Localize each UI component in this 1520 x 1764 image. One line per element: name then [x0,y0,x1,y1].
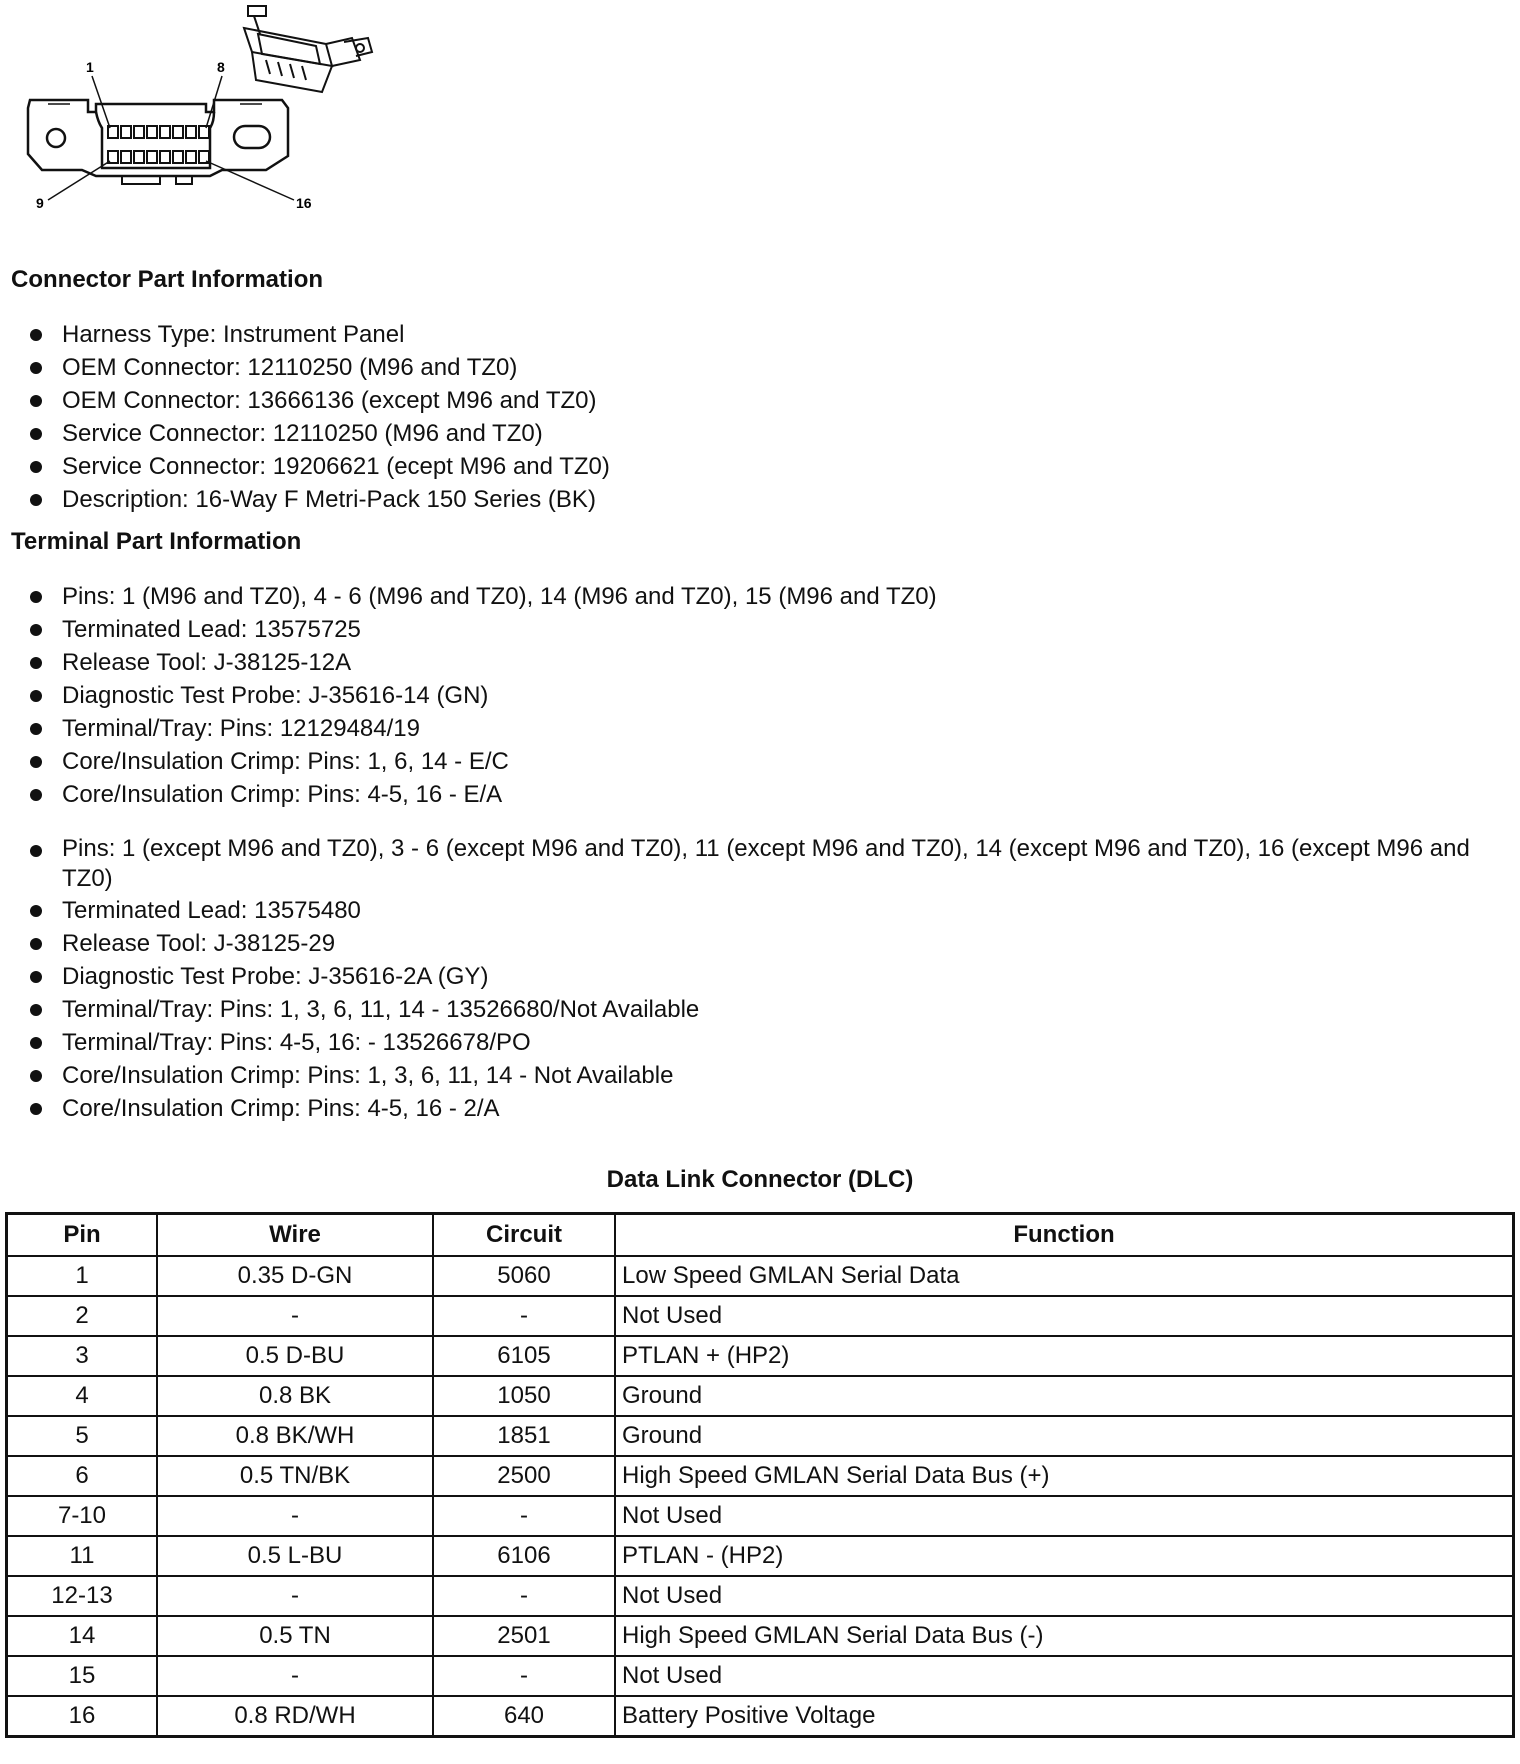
cell-function: High Speed GMLAN Serial Data Bus (-) [615,1616,1514,1656]
list-item: Release Tool: J-38125-12A [28,646,1498,679]
cell-wire: 0.8 BK [157,1376,433,1416]
cell-pin: 16 [7,1696,158,1737]
pin-row-bottom [108,151,209,163]
connector-part-info-list [28,318,1498,516]
header-circuit: Circuit [433,1214,615,1257]
cell-pin: 6 [7,1456,158,1496]
cell-circuit: 5060 [433,1256,615,1296]
cell-function: Not Used [615,1296,1514,1336]
cell-pin: 14 [7,1616,158,1656]
cell-pin: 12-13 [7,1576,158,1616]
table-row [7,1256,1514,1296]
cell-circuit: 2501 [433,1616,615,1656]
list-item: Terminated Lead: 13575480 [28,894,1498,927]
cell-pin: 11 [7,1536,158,1576]
list-item: Core/Insulation Crimp: Pins: 4-5, 16 - E/A [28,778,1498,811]
terminal-part-info-title: Terminal Part Information [11,528,302,555]
cell-function: PTLAN - (HP2) [615,1536,1514,1576]
cell-wire: 0.8 RD/WH [157,1696,433,1737]
cell-wire: - [157,1496,433,1536]
list-item: Service Connector: 19206621 (ecept M96 and TZ0) [28,450,1498,483]
list-item: Description: 16-Way F Metri-Pack 150 Series (BK) [28,483,1498,516]
cell-circuit: 1050 [433,1376,615,1416]
header-pin: Pin [7,1214,158,1257]
connector-part-info-title: Connector Part Information [11,266,324,293]
cell-pin: 5 [7,1416,158,1456]
cell-circuit: - [433,1296,615,1336]
list-item: Terminal/Tray: Pins: 4-5, 16: - 13526678/PO [28,1026,1498,1059]
table-header-row [7,1214,1514,1257]
list-item: OEM Connector: 13666136 (except M96 and TZ0) [28,384,1498,417]
list-item: Harness Type: Instrument Panel [28,318,1498,351]
pin-label-8: 8 [217,59,225,75]
pin-label-9: 9 [36,195,44,211]
connector-face [28,100,288,184]
list-item: OEM Connector: 12110250 (M96 and TZ0) [28,351,1498,384]
cell-function: Low Speed GMLAN Serial Data [615,1256,1514,1296]
table-row [7,1296,1514,1336]
cell-function: Ground [615,1376,1514,1416]
list-item: Diagnostic Test Probe: J-35616-14 (GN) [28,679,1498,712]
table-row [7,1696,1514,1737]
table-row [7,1456,1514,1496]
cell-function: High Speed GMLAN Serial Data Bus (+) [615,1456,1514,1496]
cell-circuit: 6105 [433,1336,615,1376]
pin-label-1: 1 [86,59,94,75]
table-row [7,1496,1514,1536]
list-item: Terminal/Tray: Pins: 1, 3, 6, 11, 14 - 13526680/Not Available [28,993,1498,1026]
cell-wire: 0.8 BK/WH [157,1416,433,1456]
cell-function: Not Used [615,1576,1514,1616]
cell-circuit: - [433,1496,615,1536]
table-row [7,1576,1514,1616]
cell-function: Not Used [615,1496,1514,1536]
cell-wire: 0.5 L-BU [157,1536,433,1576]
list-item: Service Connector: 12110250 (M96 and TZ0) [28,417,1498,450]
cell-pin: 4 [7,1376,158,1416]
table-row [7,1616,1514,1656]
list-item: Terminal/Tray: Pins: 12129484/19 [28,712,1498,745]
cell-wire: - [157,1296,433,1336]
cell-circuit: 6106 [433,1536,615,1576]
cell-function: PTLAN + (HP2) [615,1336,1514,1376]
cell-pin: 15 [7,1656,158,1696]
table-caption: Data Link Connector (DLC) [606,1166,914,1193]
list-item: Core/Insulation Crimp: Pins: 1, 3, 6, 11, 14 - Not Available [28,1059,1498,1092]
table-row [7,1536,1514,1576]
pin-row-top [108,126,209,138]
list-item: Terminated Lead: 13575725 [28,613,1498,646]
cell-wire: - [157,1576,433,1616]
dlc-table [5,1212,1515,1738]
cell-pin: 7-10 [7,1496,158,1536]
list-item: Core/Insulation Crimp: Pins: 4-5, 16 - 2/A [28,1092,1498,1125]
terminal-part-info-group1 [28,580,1498,811]
cell-circuit: - [433,1656,615,1696]
header-function: Function [615,1214,1514,1257]
cell-pin: 3 [7,1336,158,1376]
cell-wire: 0.5 TN/BK [157,1456,433,1496]
cell-pin: 2 [7,1296,158,1336]
list-item: Core/Insulation Crimp: Pins: 1, 6, 14 - E/C [28,745,1498,778]
cell-function: Not Used [615,1656,1514,1696]
cell-pin: 1 [7,1256,158,1296]
table-row [7,1416,1514,1456]
cell-circuit: 1851 [433,1416,615,1456]
list-item: Diagnostic Test Probe: J-35616-2A (GY) [28,960,1498,993]
cell-circuit: 640 [433,1696,615,1737]
cell-wire: 0.5 TN [157,1616,433,1656]
list-item: Pins: 1 (M96 and TZ0), 4 - 6 (M96 and TZ0), 14 (M96 and TZ0), 15 (M96 and TZ0) [28,580,1498,613]
table-row [7,1336,1514,1376]
cell-function: Ground [615,1416,1514,1456]
list-item: Pins: 1 (except M96 and TZ0), 3 - 6 (except M96 and TZ0), 11 (except M96 and TZ0), 14 (except M96 and TZ0), 16 (except M96 and TZ0) [28,834,1498,894]
header-wire: Wire [157,1214,433,1257]
pin-label-16: 16 [296,195,312,211]
cell-circuit: - [433,1576,615,1616]
cell-function: Battery Positive Voltage [615,1696,1514,1737]
list-item: Release Tool: J-38125-29 [28,927,1498,960]
connector-diagram [26,4,386,216]
table-row [7,1376,1514,1416]
cell-circuit: 2500 [433,1456,615,1496]
cell-wire: 0.35 D-GN [157,1256,433,1296]
connector-3d-sketch [244,6,372,92]
cell-wire: 0.5 D-BU [157,1336,433,1376]
table-row [7,1656,1514,1696]
terminal-part-info-group2 [28,834,1498,1125]
cell-wire: - [157,1656,433,1696]
